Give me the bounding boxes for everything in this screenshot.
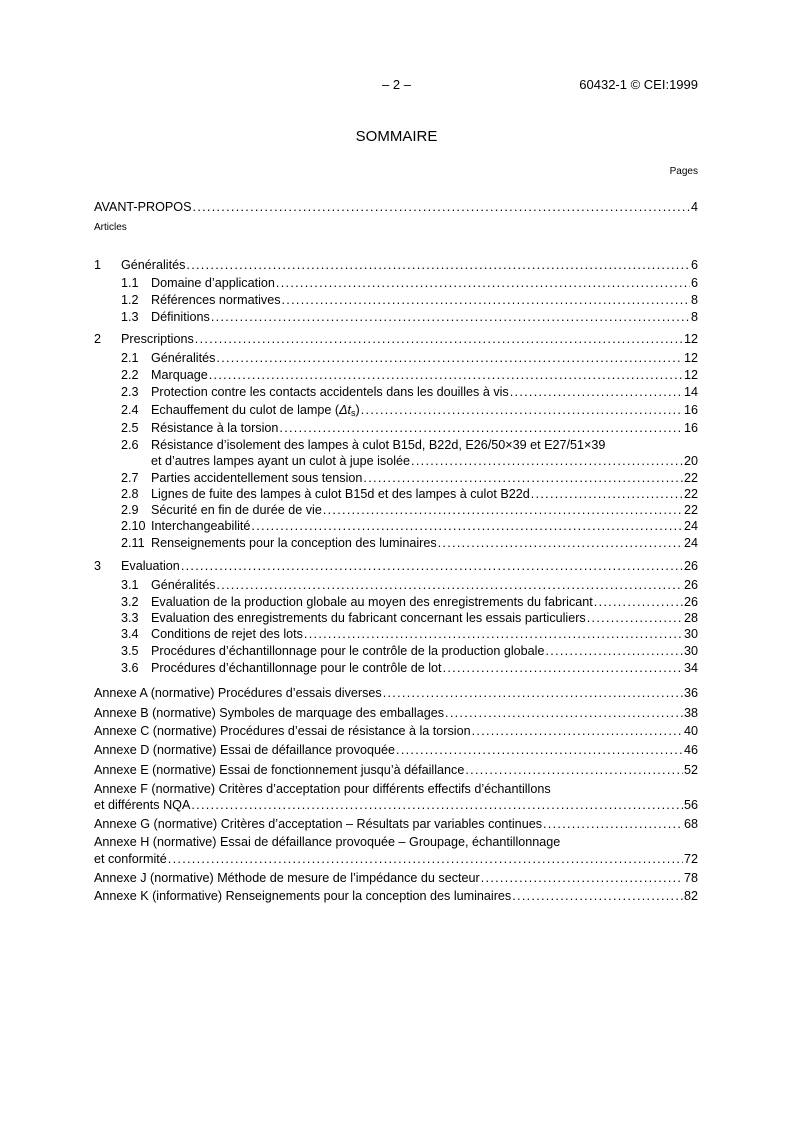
toc-entry-number: 1.2: [121, 293, 139, 307]
toc-entry-page: 26: [683, 595, 698, 609]
leader-dots: [594, 594, 683, 611]
toc-entry-title: Résistance à la torsion: [151, 421, 279, 435]
toc-entry-page: 20: [683, 454, 698, 468]
toc-entry-page: 30: [683, 644, 698, 658]
toc-entry-page: 28: [683, 611, 698, 625]
toc-entry-number: 3.5: [121, 644, 139, 658]
leader-dots: [216, 350, 683, 367]
toc-entry-2-1[interactable]: [0, 350, 793, 367]
toc-entry-2-11[interactable]: [0, 535, 793, 552]
toc-entry-title-line2: et différents NQA: [94, 798, 191, 812]
toc-entry-2[interactable]: [0, 331, 793, 348]
leader-dots: [193, 199, 690, 216]
toc-entry-page: 6: [690, 258, 698, 272]
toc-entry-title: Annexe B (normative) Symboles de marquage des emballages: [94, 706, 445, 720]
toc-entry-number: 3.4: [121, 627, 139, 641]
toc-entry-page: 8: [690, 310, 698, 324]
leader-dots: [383, 685, 683, 702]
toc-entry-title-line1: Annexe H (normative) Essai de défaillance provoquée – Groupage, échantillonnage: [94, 835, 561, 849]
page-number: – 2 –: [382, 77, 411, 92]
toc-entry-number: 2.1: [121, 351, 139, 365]
toc-entry-1-2[interactable]: [0, 292, 793, 309]
leader-dots: [543, 816, 683, 833]
toc-entry-page: 24: [683, 536, 698, 550]
toc-entry-number: 3.3: [121, 611, 139, 625]
document-reference: 60432-1 © CEI:1999: [579, 77, 698, 92]
toc-entry-annex-e[interactable]: [0, 762, 793, 779]
toc-entry-title-line1: Résistance d’isolement des lampes à culot B15d, B22d, E26/50×39 et E27/51×39: [151, 438, 606, 452]
toc-entry-annex-k[interactable]: [0, 888, 793, 905]
toc-entry-title: Références normatives: [151, 293, 281, 307]
toc-entry-title: Sécurité en fin de durée de vie: [151, 503, 322, 517]
toc-entry-page: 22: [683, 503, 698, 517]
toc-entry-page: 12: [683, 368, 698, 382]
toc-entry-foreword[interactable]: [0, 199, 793, 216]
leader-dots: [363, 470, 683, 487]
toc-entry-title: Parties accidentellement sous tension: [151, 471, 363, 485]
toc-entry-number: 2.7: [121, 471, 139, 485]
toc-entry-2-2[interactable]: [0, 367, 793, 384]
toc-entry-2-7[interactable]: [0, 470, 793, 487]
toc-entry-title: Marquage: [151, 368, 208, 382]
toc-entry-title: AVANT-PROPOS: [94, 200, 192, 214]
toc-entry-title: Domaine d’application: [151, 276, 275, 290]
toc-entry-title-line2: et conformité: [94, 852, 167, 866]
toc-entry-title: Procédures d’échantillonnage pour le contrôle de lot: [151, 661, 442, 675]
leader-dots: [411, 453, 683, 470]
toc-entry-number: 2.11: [121, 536, 145, 550]
toc-entry-title: Conditions de rejet des lots: [151, 627, 303, 641]
toc-entry-annex-j[interactable]: [0, 870, 793, 887]
toc-entry-title: Généralités: [151, 351, 216, 365]
leader-dots: [181, 558, 683, 575]
leader-dots: [438, 535, 683, 552]
toc-entry-title: Annexe K (informative) Renseignements pour la conception des luminaires: [94, 889, 512, 903]
leader-dots: [168, 851, 683, 868]
toc-entry-2-5[interactable]: [0, 420, 793, 437]
toc-entry-page: 30: [683, 627, 698, 641]
toc-entry-title: Echauffement du culot de lampe $(\Delta t_s)$: [151, 403, 360, 418]
toc-entry-1[interactable]: [0, 257, 793, 274]
toc-entry-annex-c[interactable]: [0, 723, 793, 740]
toc-entry-annex-f-continued[interactable]: [0, 797, 793, 814]
toc-entry-page: 56: [683, 798, 698, 812]
toc-entry-number: 2.2: [121, 368, 139, 382]
toc-entry-annex-b[interactable]: [0, 705, 793, 722]
leader-dots: [545, 643, 683, 660]
leader-dots: [512, 888, 683, 905]
toc-entry-title: Evaluation des enregistrements du fabricant concernant les essais particuliers: [151, 611, 586, 625]
articles-label: Articles: [94, 222, 127, 233]
leader-dots: [361, 402, 683, 419]
toc-entry-title: Evaluation: [121, 559, 180, 573]
toc-entry-page: 12: [683, 351, 698, 365]
toc-entry-annex-g[interactable]: [0, 816, 793, 833]
leader-dots: [276, 275, 690, 292]
pages-column-label: Pages: [669, 166, 698, 177]
toc-entry-title-line2: et d’autres lampes ayant un culot à jupe isolée: [151, 454, 411, 468]
leader-dots: [209, 367, 683, 384]
toc-entry-page: 68: [683, 817, 698, 831]
toc-entry-page: 78: [683, 871, 698, 885]
leader-dots: [481, 870, 683, 887]
toc-entry-page: 6: [690, 276, 698, 290]
toc-entry-title: Annexe C (normative) Procédures d’essai de résistance à la torsion: [94, 724, 471, 738]
toc-entry-page: 22: [683, 487, 698, 501]
toc-entry-3[interactable]: [0, 558, 793, 575]
toc-entry-title: Interchangeabilité: [151, 519, 251, 533]
toc-entry-number: 3.1: [121, 578, 139, 592]
toc-entry-page: 26: [683, 559, 698, 573]
page-title: SOMMAIRE: [355, 128, 438, 145]
toc-entry-number: 2.10: [121, 519, 146, 533]
toc-entry-3-3[interactable]: [0, 610, 793, 627]
toc-entry-page: 8: [690, 293, 698, 307]
toc-entry-number: 1.1: [121, 276, 139, 290]
toc-entry-title: Annexe D (normative) Essai de défaillance provoquée: [94, 743, 396, 757]
toc-entry-page: 14: [683, 385, 698, 399]
leader-dots: [587, 610, 683, 627]
toc-entry-1-1[interactable]: [0, 275, 793, 292]
toc-entry-3-1[interactable]: [0, 577, 793, 594]
toc-entry-number: 2.5: [121, 421, 139, 435]
toc-entry-2-4[interactable]: [0, 402, 793, 419]
toc-entry-2-6-continued[interactable]: [0, 453, 793, 470]
leader-dots: [282, 292, 690, 309]
toc-entry-title: Annexe J (normative) Méthode de mesure de l’impédance du secteur: [94, 871, 480, 885]
leader-dots: [443, 660, 683, 677]
toc-entry-3-4[interactable]: [0, 626, 793, 643]
toc-entry-page: 12: [683, 332, 698, 346]
toc-entry-page: 36: [683, 686, 698, 700]
leader-dots: [304, 626, 683, 643]
toc-entry-title: Lignes de fuite des lampes à culot B15d et des lampes à culot B22d: [151, 487, 530, 501]
toc-entry-page: 82: [683, 889, 698, 903]
toc-entry-number: 3.2: [121, 595, 139, 609]
leader-dots: [251, 518, 683, 535]
toc-entry-title: Annexe G (normative) Critères d’acceptation – Résultats par variables continues: [94, 817, 542, 831]
toc-entry-3-2[interactable]: [0, 594, 793, 611]
toc-entry-page: 34: [683, 661, 698, 675]
toc-entry-annex-f[interactable]: [0, 781, 793, 798]
toc-entry-page: 46: [683, 743, 698, 757]
leader-dots: [472, 723, 683, 740]
toc-entry-annex-d[interactable]: [0, 742, 793, 759]
toc-entry-title: Procédures d’échantillonnage pour le contrôle de la production globale: [151, 644, 545, 658]
toc-entry-number: 2.6: [121, 438, 139, 452]
toc-entry-title: Prescriptions: [121, 332, 194, 346]
toc-entry-number: 3.6: [121, 661, 139, 675]
toc-entry-title: Renseignements pour la conception des luminaires: [151, 536, 437, 550]
toc-entry-page: 72: [683, 852, 698, 866]
toc-entry-annex-h-continued[interactable]: [0, 851, 793, 868]
toc-entry-title: Définitions: [151, 310, 210, 324]
toc-entry-page: 24: [683, 519, 698, 533]
toc-entry-title: Généralités: [151, 578, 216, 592]
leader-dots: [216, 577, 683, 594]
toc-entry-title-line1: Annexe F (normative) Critères d’acceptation pour différents effectifs d’échantillons: [94, 782, 551, 796]
toc-entry-2-9[interactable]: [0, 502, 793, 519]
leader-dots: [396, 742, 683, 759]
toc-entry-annex-h[interactable]: [0, 834, 793, 851]
toc-entry-number: 1.3: [121, 310, 139, 324]
toc-entry-number: 2.8: [121, 487, 139, 501]
toc-entry-title: Evaluation de la production globale au moyen des enregistrements du fabricant: [151, 595, 593, 609]
leader-dots: [510, 384, 683, 401]
toc-entry-page: 40: [683, 724, 698, 738]
temperature-symbol: Δt: [339, 403, 352, 417]
toc-entry-2-10[interactable]: [0, 518, 793, 535]
toc-entry-title: Généralités: [121, 258, 186, 272]
toc-entry-2-6[interactable]: [0, 437, 793, 454]
leader-dots: [211, 309, 690, 326]
toc-entry-title: Protection contre les contacts accidentels dans les douilles à vis: [151, 385, 509, 399]
toc-entry-number: 2.4: [121, 403, 139, 417]
leader-dots: [465, 762, 683, 779]
leader-dots: [279, 420, 683, 437]
toc-entry-number: 2: [94, 332, 102, 346]
toc-entry-title: Annexe A (normative) Procédures d’essais diverses: [94, 686, 382, 700]
toc-entry-page: 16: [683, 403, 698, 417]
toc-entry-page: 4: [690, 200, 698, 214]
toc-entry-title: Annexe E (normative) Essai de fonctionnement jusqu’à défaillance: [94, 763, 465, 777]
toc-entry-number: 2.3: [121, 385, 139, 399]
toc-entry-page: 22: [683, 471, 698, 485]
toc-entry-number: 2.9: [121, 503, 139, 517]
leader-dots: [531, 486, 683, 503]
leader-dots: [191, 797, 683, 814]
toc-entry-page: 52: [683, 763, 698, 777]
leader-dots: [323, 502, 683, 519]
toc-entry-2-3[interactable]: [0, 384, 793, 401]
toc-entry-number: 1: [94, 258, 102, 272]
toc-entry-3-6[interactable]: [0, 660, 793, 677]
leader-dots: [195, 331, 683, 348]
toc-entry-3-5[interactable]: [0, 643, 793, 660]
toc-entry-2-8[interactable]: [0, 486, 793, 503]
toc-entry-1-3[interactable]: [0, 309, 793, 326]
toc-entry-page: 38: [683, 706, 698, 720]
toc-entry-page: 16: [683, 421, 698, 435]
toc-entry-annex-a[interactable]: [0, 685, 793, 702]
toc-entry-number: 3: [94, 559, 102, 573]
leader-dots: [186, 257, 690, 274]
leader-dots: [445, 705, 683, 722]
toc-entry-page: 26: [683, 578, 698, 592]
